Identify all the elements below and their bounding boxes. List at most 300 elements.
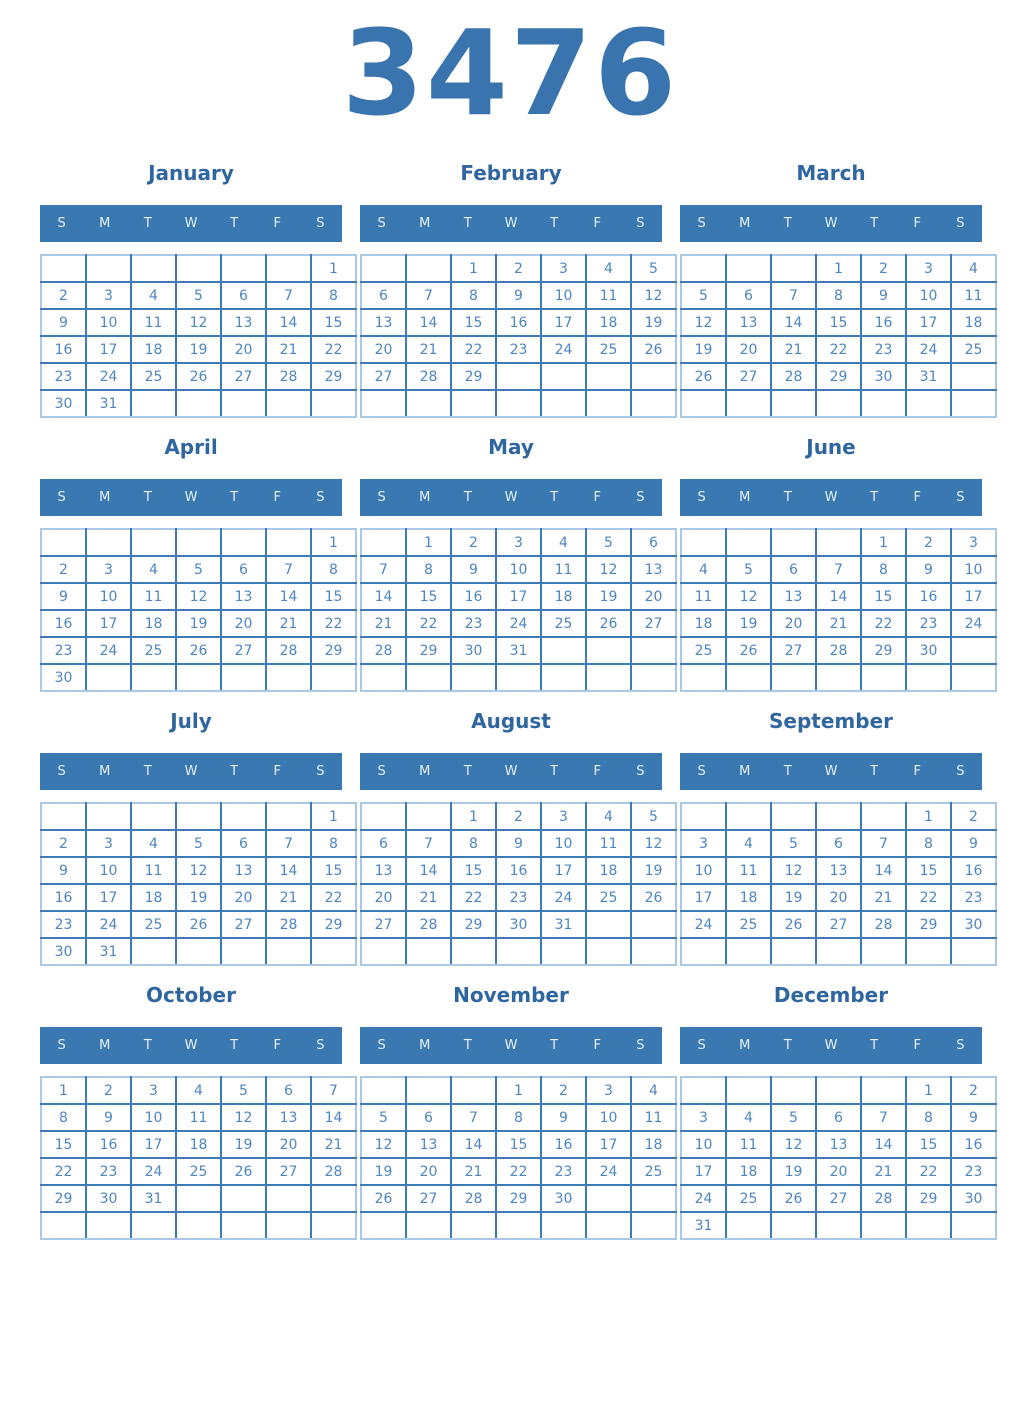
day-of-week-label: S [636, 490, 645, 505]
day-cell: 11 [131, 309, 176, 336]
day-cell: 10 [951, 556, 996, 583]
day-cell: 19 [631, 857, 676, 884]
empty-day-cell [726, 938, 771, 965]
empty-day-cell [681, 255, 726, 282]
day-cell: 10 [681, 1131, 726, 1158]
empty-day-cell [131, 390, 176, 417]
month-block [360, 163, 662, 418]
empty-day-cell [496, 938, 541, 965]
day-of-week-label: T [870, 764, 879, 779]
empty-day-cell [586, 363, 631, 390]
day-cell: 7 [266, 282, 311, 309]
day-cell: 7 [361, 556, 406, 583]
day-cell: 16 [496, 309, 541, 336]
day-cell: 14 [816, 583, 861, 610]
day-cell: 19 [176, 336, 221, 363]
day-cell: 6 [221, 830, 266, 857]
month-days-table [680, 528, 997, 692]
empty-day-cell [726, 1077, 771, 1104]
day-of-week-label: F [593, 1038, 602, 1053]
day-of-week-label: F [913, 1038, 922, 1053]
day-cell: 26 [361, 1185, 406, 1212]
day-cell: 6 [771, 556, 816, 583]
empty-day-cell [681, 529, 726, 556]
day-cell: 5 [176, 830, 221, 857]
day-cell: 11 [726, 857, 771, 884]
day-of-week-label: W [184, 764, 198, 779]
empty-day-cell [361, 529, 406, 556]
day-cell: 30 [41, 938, 86, 965]
day-cell: 13 [771, 583, 816, 610]
day-cell: 19 [631, 309, 676, 336]
month-days-table [40, 254, 357, 418]
day-cell: 23 [906, 610, 951, 637]
day-cell: 6 [221, 556, 266, 583]
day-cell: 7 [451, 1104, 496, 1131]
day-cell: 3 [681, 830, 726, 857]
empty-day-cell [406, 803, 451, 830]
day-cell: 7 [861, 830, 906, 857]
day-cell: 11 [951, 282, 996, 309]
day-cell: 11 [176, 1104, 221, 1131]
week-row [361, 610, 676, 637]
empty-day-cell [681, 390, 726, 417]
day-cell: 3 [541, 255, 586, 282]
day-cell: 21 [451, 1158, 496, 1185]
day-cell: 9 [861, 282, 906, 309]
week-row [681, 610, 996, 637]
week-row [41, 556, 356, 583]
day-cell: 20 [816, 884, 861, 911]
day-of-week-label: M [99, 1038, 111, 1053]
day-of-week-label: T [870, 490, 879, 505]
week-row [361, 1158, 676, 1185]
day-of-week-label: T [870, 216, 879, 231]
week-row [41, 583, 356, 610]
day-of-week-header-bar [680, 1027, 982, 1064]
month-days-table [680, 1076, 997, 1240]
day-cell: 21 [266, 336, 311, 363]
day-cell: 1 [311, 803, 356, 830]
month-days-table [360, 528, 677, 692]
day-of-week-label: M [419, 216, 431, 231]
day-cell: 14 [451, 1131, 496, 1158]
day-cell: 27 [726, 363, 771, 390]
day-cell: 16 [41, 610, 86, 637]
day-cell: 12 [361, 1131, 406, 1158]
day-cell: 15 [816, 309, 861, 336]
day-cell: 4 [131, 556, 176, 583]
day-cell: 11 [586, 830, 631, 857]
day-cell: 9 [86, 1104, 131, 1131]
day-cell: 25 [681, 637, 726, 664]
day-cell: 3 [951, 529, 996, 556]
empty-day-cell [361, 1212, 406, 1239]
day-cell: 19 [726, 610, 771, 637]
day-cell: 26 [176, 911, 221, 938]
day-of-week-label: W [184, 1038, 198, 1053]
day-cell: 20 [771, 610, 816, 637]
day-of-week-label: F [273, 764, 282, 779]
week-row [681, 803, 996, 830]
day-cell: 29 [816, 363, 861, 390]
day-cell: 30 [451, 637, 496, 664]
day-of-week-label: S [956, 764, 965, 779]
empty-day-cell [361, 938, 406, 965]
empty-day-cell [771, 664, 816, 691]
day-of-week-label: T [550, 764, 559, 779]
day-cell: 6 [361, 282, 406, 309]
empty-day-cell [771, 529, 816, 556]
day-cell: 2 [861, 255, 906, 282]
empty-day-cell [266, 664, 311, 691]
week-row [681, 911, 996, 938]
day-of-week-label: W [504, 216, 518, 231]
day-cell: 25 [131, 911, 176, 938]
day-cell: 24 [86, 637, 131, 664]
empty-day-cell [131, 803, 176, 830]
month-days-table [360, 802, 677, 966]
day-cell: 11 [631, 1104, 676, 1131]
day-cell: 10 [681, 857, 726, 884]
day-cell: 23 [951, 884, 996, 911]
day-cell: 16 [86, 1131, 131, 1158]
week-row [681, 830, 996, 857]
day-cell: 25 [631, 1158, 676, 1185]
day-cell: 14 [406, 857, 451, 884]
day-cell: 26 [631, 884, 676, 911]
empty-day-cell [771, 390, 816, 417]
day-cell: 13 [816, 1131, 861, 1158]
day-cell: 30 [41, 664, 86, 691]
day-cell: 28 [406, 911, 451, 938]
day-cell: 6 [816, 830, 861, 857]
day-cell: 12 [586, 556, 631, 583]
day-cell: 24 [681, 911, 726, 938]
day-cell: 17 [586, 1131, 631, 1158]
day-cell: 17 [86, 610, 131, 637]
empty-day-cell [631, 1212, 676, 1239]
day-cell: 9 [451, 556, 496, 583]
day-cell: 22 [451, 884, 496, 911]
empty-day-cell [86, 529, 131, 556]
day-of-week-header-bar [360, 479, 662, 516]
week-row [41, 1077, 356, 1104]
day-cell: 5 [771, 830, 816, 857]
day-cell: 21 [266, 884, 311, 911]
day-cell: 15 [496, 1131, 541, 1158]
week-row [41, 1212, 356, 1239]
day-of-week-label: S [316, 764, 325, 779]
empty-day-cell [951, 664, 996, 691]
day-cell: 14 [771, 309, 816, 336]
week-row [361, 637, 676, 664]
day-cell: 1 [496, 1077, 541, 1104]
day-cell: 6 [631, 529, 676, 556]
day-cell: 6 [266, 1077, 311, 1104]
month-name: January [148, 161, 234, 185]
empty-day-cell [311, 1185, 356, 1212]
day-of-week-label: T [550, 1038, 559, 1053]
week-row [361, 336, 676, 363]
day-cell: 11 [541, 556, 586, 583]
week-row [361, 363, 676, 390]
day-cell: 30 [496, 911, 541, 938]
day-cell: 24 [541, 884, 586, 911]
empty-day-cell [266, 390, 311, 417]
empty-day-cell [361, 803, 406, 830]
day-of-week-label: S [697, 216, 706, 231]
week-row [361, 911, 676, 938]
day-cell: 18 [586, 309, 631, 336]
week-row [681, 529, 996, 556]
week-row [681, 363, 996, 390]
empty-day-cell [541, 938, 586, 965]
day-cell: 31 [131, 1185, 176, 1212]
day-of-week-label: S [956, 216, 965, 231]
day-cell: 3 [541, 803, 586, 830]
day-cell: 20 [361, 884, 406, 911]
empty-day-cell [406, 938, 451, 965]
day-cell: 17 [951, 583, 996, 610]
day-cell: 25 [726, 1185, 771, 1212]
day-of-week-label: T [463, 764, 472, 779]
empty-day-cell [131, 255, 176, 282]
day-cell: 26 [631, 336, 676, 363]
day-cell: 6 [406, 1104, 451, 1131]
day-cell: 20 [406, 1158, 451, 1185]
day-cell: 21 [406, 884, 451, 911]
day-of-week-label: T [230, 216, 239, 231]
day-cell: 6 [816, 1104, 861, 1131]
month-name: February [460, 161, 562, 185]
day-cell: 23 [41, 637, 86, 664]
day-cell: 22 [906, 1158, 951, 1185]
day-cell: 12 [221, 1104, 266, 1131]
day-cell: 12 [726, 583, 771, 610]
day-cell: 10 [86, 583, 131, 610]
week-row [41, 1104, 356, 1131]
day-of-week-label: S [956, 1038, 965, 1053]
empty-day-cell [221, 1212, 266, 1239]
day-of-week-label: S [377, 490, 386, 505]
day-cell: 8 [311, 830, 356, 857]
day-of-week-label: F [913, 764, 922, 779]
empty-day-cell [266, 1185, 311, 1212]
empty-day-cell [726, 255, 771, 282]
day-cell: 13 [266, 1104, 311, 1131]
empty-day-cell [451, 938, 496, 965]
empty-day-cell [631, 938, 676, 965]
day-cell: 11 [681, 583, 726, 610]
week-row [41, 282, 356, 309]
empty-day-cell [496, 664, 541, 691]
month-name: April [164, 435, 218, 459]
day-cell: 29 [311, 637, 356, 664]
week-row [41, 1185, 356, 1212]
week-row [41, 830, 356, 857]
empty-day-cell [631, 664, 676, 691]
day-cell: 27 [816, 911, 861, 938]
day-cell: 10 [541, 282, 586, 309]
day-cell: 17 [541, 309, 586, 336]
day-of-week-label: W [504, 764, 518, 779]
day-cell: 12 [681, 309, 726, 336]
day-cell: 14 [861, 857, 906, 884]
day-cell: 9 [496, 282, 541, 309]
empty-day-cell [951, 363, 996, 390]
week-row [41, 938, 356, 965]
day-cell: 24 [541, 336, 586, 363]
day-of-week-label: S [57, 216, 66, 231]
day-cell: 27 [406, 1185, 451, 1212]
empty-day-cell [406, 255, 451, 282]
day-cell: 12 [176, 857, 221, 884]
day-cell: 24 [86, 911, 131, 938]
day-cell: 1 [906, 1077, 951, 1104]
empty-day-cell [496, 390, 541, 417]
day-cell: 23 [861, 336, 906, 363]
empty-day-cell [131, 529, 176, 556]
day-cell: 13 [361, 309, 406, 336]
day-cell: 18 [131, 610, 176, 637]
day-of-week-label: F [273, 490, 282, 505]
week-row [41, 309, 356, 336]
day-cell: 22 [451, 336, 496, 363]
day-cell: 14 [406, 309, 451, 336]
empty-day-cell [726, 803, 771, 830]
empty-day-cell [861, 1077, 906, 1104]
day-cell: 27 [816, 1185, 861, 1212]
week-row [681, 664, 996, 691]
week-row [681, 1185, 996, 1212]
day-of-week-label: T [143, 216, 152, 231]
day-cell: 21 [861, 884, 906, 911]
day-cell: 4 [541, 529, 586, 556]
day-of-week-label: M [99, 490, 111, 505]
day-cell: 1 [406, 529, 451, 556]
day-cell: 24 [131, 1158, 176, 1185]
week-row [361, 857, 676, 884]
day-cell: 19 [361, 1158, 406, 1185]
day-cell: 10 [541, 830, 586, 857]
day-cell: 29 [451, 911, 496, 938]
month-block [680, 437, 982, 692]
day-cell: 28 [816, 637, 861, 664]
empty-day-cell [586, 390, 631, 417]
empty-day-cell [631, 1185, 676, 1212]
empty-day-cell [41, 803, 86, 830]
empty-day-cell [541, 664, 586, 691]
day-cell: 5 [771, 1104, 816, 1131]
day-of-week-label: M [99, 216, 111, 231]
day-cell: 31 [906, 363, 951, 390]
day-cell: 19 [221, 1131, 266, 1158]
day-cell: 4 [586, 255, 631, 282]
day-cell: 13 [406, 1131, 451, 1158]
day-cell: 9 [41, 857, 86, 884]
day-of-week-label: F [273, 1038, 282, 1053]
month-days-table [40, 528, 357, 692]
day-cell: 13 [726, 309, 771, 336]
day-of-week-label: M [99, 764, 111, 779]
day-of-week-label: T [230, 490, 239, 505]
empty-day-cell [541, 1212, 586, 1239]
day-of-week-label: S [316, 216, 325, 231]
empty-day-cell [131, 664, 176, 691]
week-row [361, 309, 676, 336]
day-cell: 7 [406, 282, 451, 309]
day-cell: 1 [41, 1077, 86, 1104]
day-cell: 20 [221, 884, 266, 911]
week-row [361, 583, 676, 610]
day-cell: 17 [681, 1158, 726, 1185]
day-cell: 2 [496, 803, 541, 830]
empty-day-cell [951, 1212, 996, 1239]
day-cell: 21 [771, 336, 816, 363]
day-cell: 28 [771, 363, 816, 390]
empty-day-cell [496, 363, 541, 390]
day-of-week-label: M [419, 490, 431, 505]
day-cell: 28 [266, 363, 311, 390]
empty-day-cell [311, 664, 356, 691]
month-block [680, 711, 982, 966]
empty-day-cell [586, 1212, 631, 1239]
empty-day-cell [86, 803, 131, 830]
empty-day-cell [221, 390, 266, 417]
empty-day-cell [176, 1212, 221, 1239]
day-cell: 12 [771, 1131, 816, 1158]
empty-day-cell [771, 938, 816, 965]
day-cell: 8 [816, 282, 861, 309]
day-cell: 28 [406, 363, 451, 390]
week-row [41, 1158, 356, 1185]
empty-day-cell [726, 529, 771, 556]
day-of-week-label: T [463, 490, 472, 505]
empty-day-cell [816, 529, 861, 556]
day-of-week-label: S [57, 1038, 66, 1053]
day-cell: 17 [86, 884, 131, 911]
empty-day-cell [86, 1212, 131, 1239]
month-days-table [360, 1076, 677, 1240]
week-row [361, 529, 676, 556]
day-cell: 3 [131, 1077, 176, 1104]
day-cell: 4 [176, 1077, 221, 1104]
day-cell: 24 [86, 363, 131, 390]
day-cell: 26 [771, 911, 816, 938]
day-cell: 5 [176, 556, 221, 583]
day-of-week-label: S [377, 1038, 386, 1053]
day-cell: 5 [681, 282, 726, 309]
day-cell: 8 [406, 556, 451, 583]
month-block [360, 985, 662, 1240]
day-cell: 8 [451, 282, 496, 309]
day-cell: 18 [951, 309, 996, 336]
day-of-week-label: W [824, 216, 838, 231]
day-cell: 9 [41, 309, 86, 336]
empty-day-cell [816, 1077, 861, 1104]
day-of-week-label: M [739, 1038, 751, 1053]
day-cell: 30 [951, 1185, 996, 1212]
month-block [680, 985, 982, 1240]
day-cell: 26 [221, 1158, 266, 1185]
day-cell: 4 [726, 830, 771, 857]
day-cell: 19 [176, 884, 221, 911]
day-cell: 29 [496, 1185, 541, 1212]
week-row [41, 390, 356, 417]
empty-day-cell [451, 1212, 496, 1239]
day-cell: 29 [906, 1185, 951, 1212]
